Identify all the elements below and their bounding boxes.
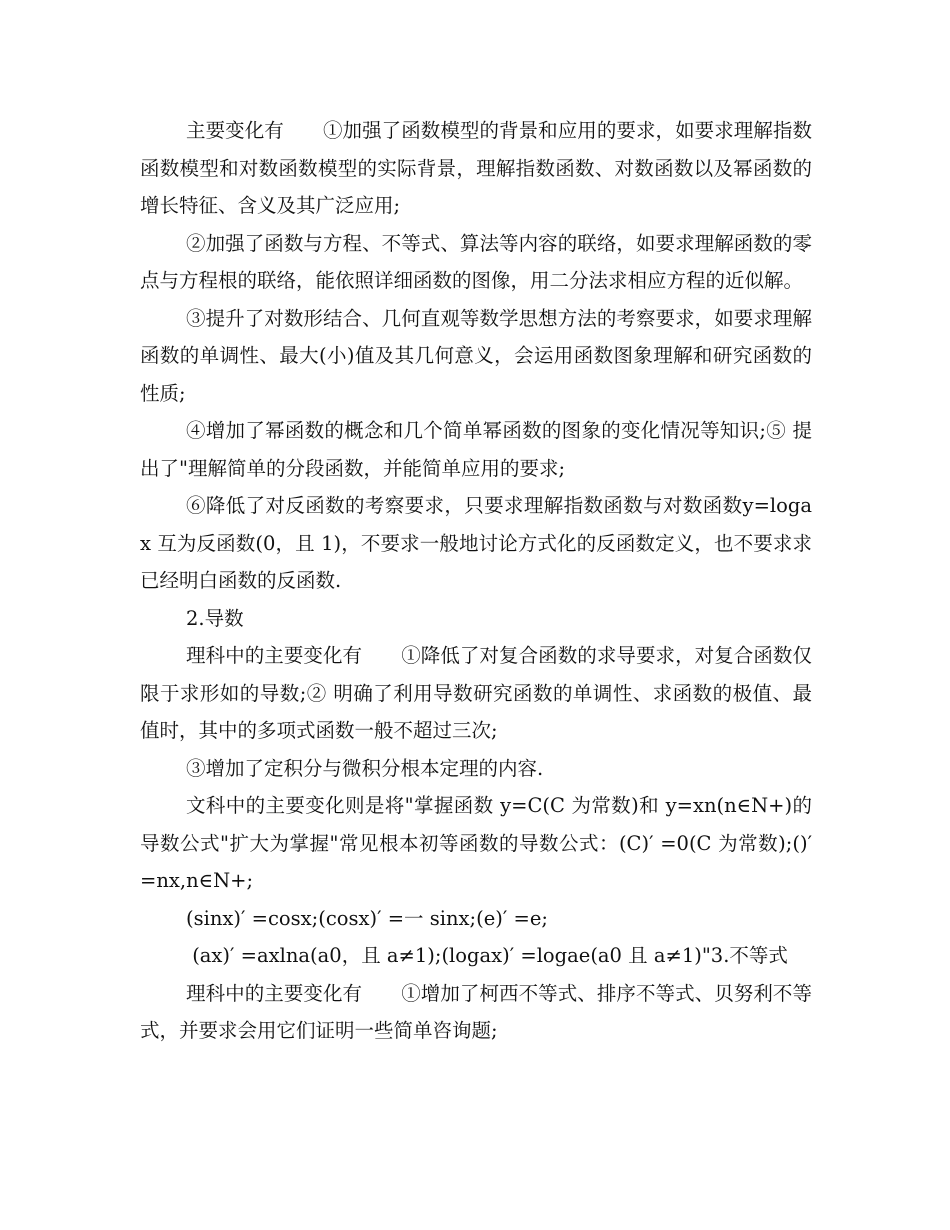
- paragraph-inequality: 理科中的主要变化有 ①增加了柯西不等式、排序不等式、贝努利不等式，并要求会用它们证明一些简单咨询题;: [140, 981, 812, 1042]
- paragraph-integral: ③增加了定积分与微积分根本定理的内容.: [186, 756, 544, 780]
- paragraph-function-equation: ②加强了函数与方程、不等式、算法等内容的联络，如要求理解函数的零点与方程根的联络，能依照详细函数的图像，用二分法求相应方程的近似解。: [140, 231, 812, 292]
- formula-line-trig: (sinx)′ =cosx;(cosx)′ =一 sinx;(e)′ =e;: [186, 906, 548, 930]
- paragraph-power-function: ④增加了幂函数的概念和几个简单幂函数的图象的变化情况等知识;⑤ 提出了"理解简单的分段函数，并能简单应用的要求;: [140, 419, 812, 480]
- paragraph-inverse-function: ⑥降低了对反函数的考察要求，只要求理解指数函数与对数函数y=logax 互为反函数(0，且 1)，不要求一般地讨论方式化的反函数定义，也不要求求已经明白函数的反函数.: [140, 494, 812, 592]
- document-page: [140, 112, 819, 1050]
- formula-line-exp-log: (ax)′ =axlna(a0，且 a≠1);(logax)′ =logae(a0 且 a≠1)"3.不等式: [186, 944, 788, 967]
- paragraph-function-changes: 主要变化有 ①加强了函数模型的背景和应用的要求，如要求理解指数函数模型和对数函数模型的实际背景，理解指数函数、对数函数以及幂函数的增长特征、含义及其广泛应用;: [140, 119, 812, 217]
- paragraph-number-shape: ③提升了对数形结合、几何直观等数学思想方法的考察要求，如要求理解函数的单调性、最大(小)值及其几何意义，会运用函数图象理解和研究函数的性质;: [140, 306, 812, 405]
- paragraph-arts-derivative: 文科中的主要变化则是将"掌握函数 y=C(C 为常数)和 y=xn(n∈N+)的导数公式"扩大为掌握"常见根本初等函数的导数公式：(C)′ =0(C 为常数);()′ =nx,n∈N+;: [140, 794, 819, 892]
- section-heading-derivative: 2.导数: [186, 606, 244, 630]
- paragraph-science-derivative: 理科中的主要变化有 ①降低了对复合函数的求导要求，对复合函数仅限于求形如的导数;② 明确了利用导数研究函数的单调性、求函数的极值、最值时，其中的多项式函数一般不超过三次;: [140, 644, 812, 742]
